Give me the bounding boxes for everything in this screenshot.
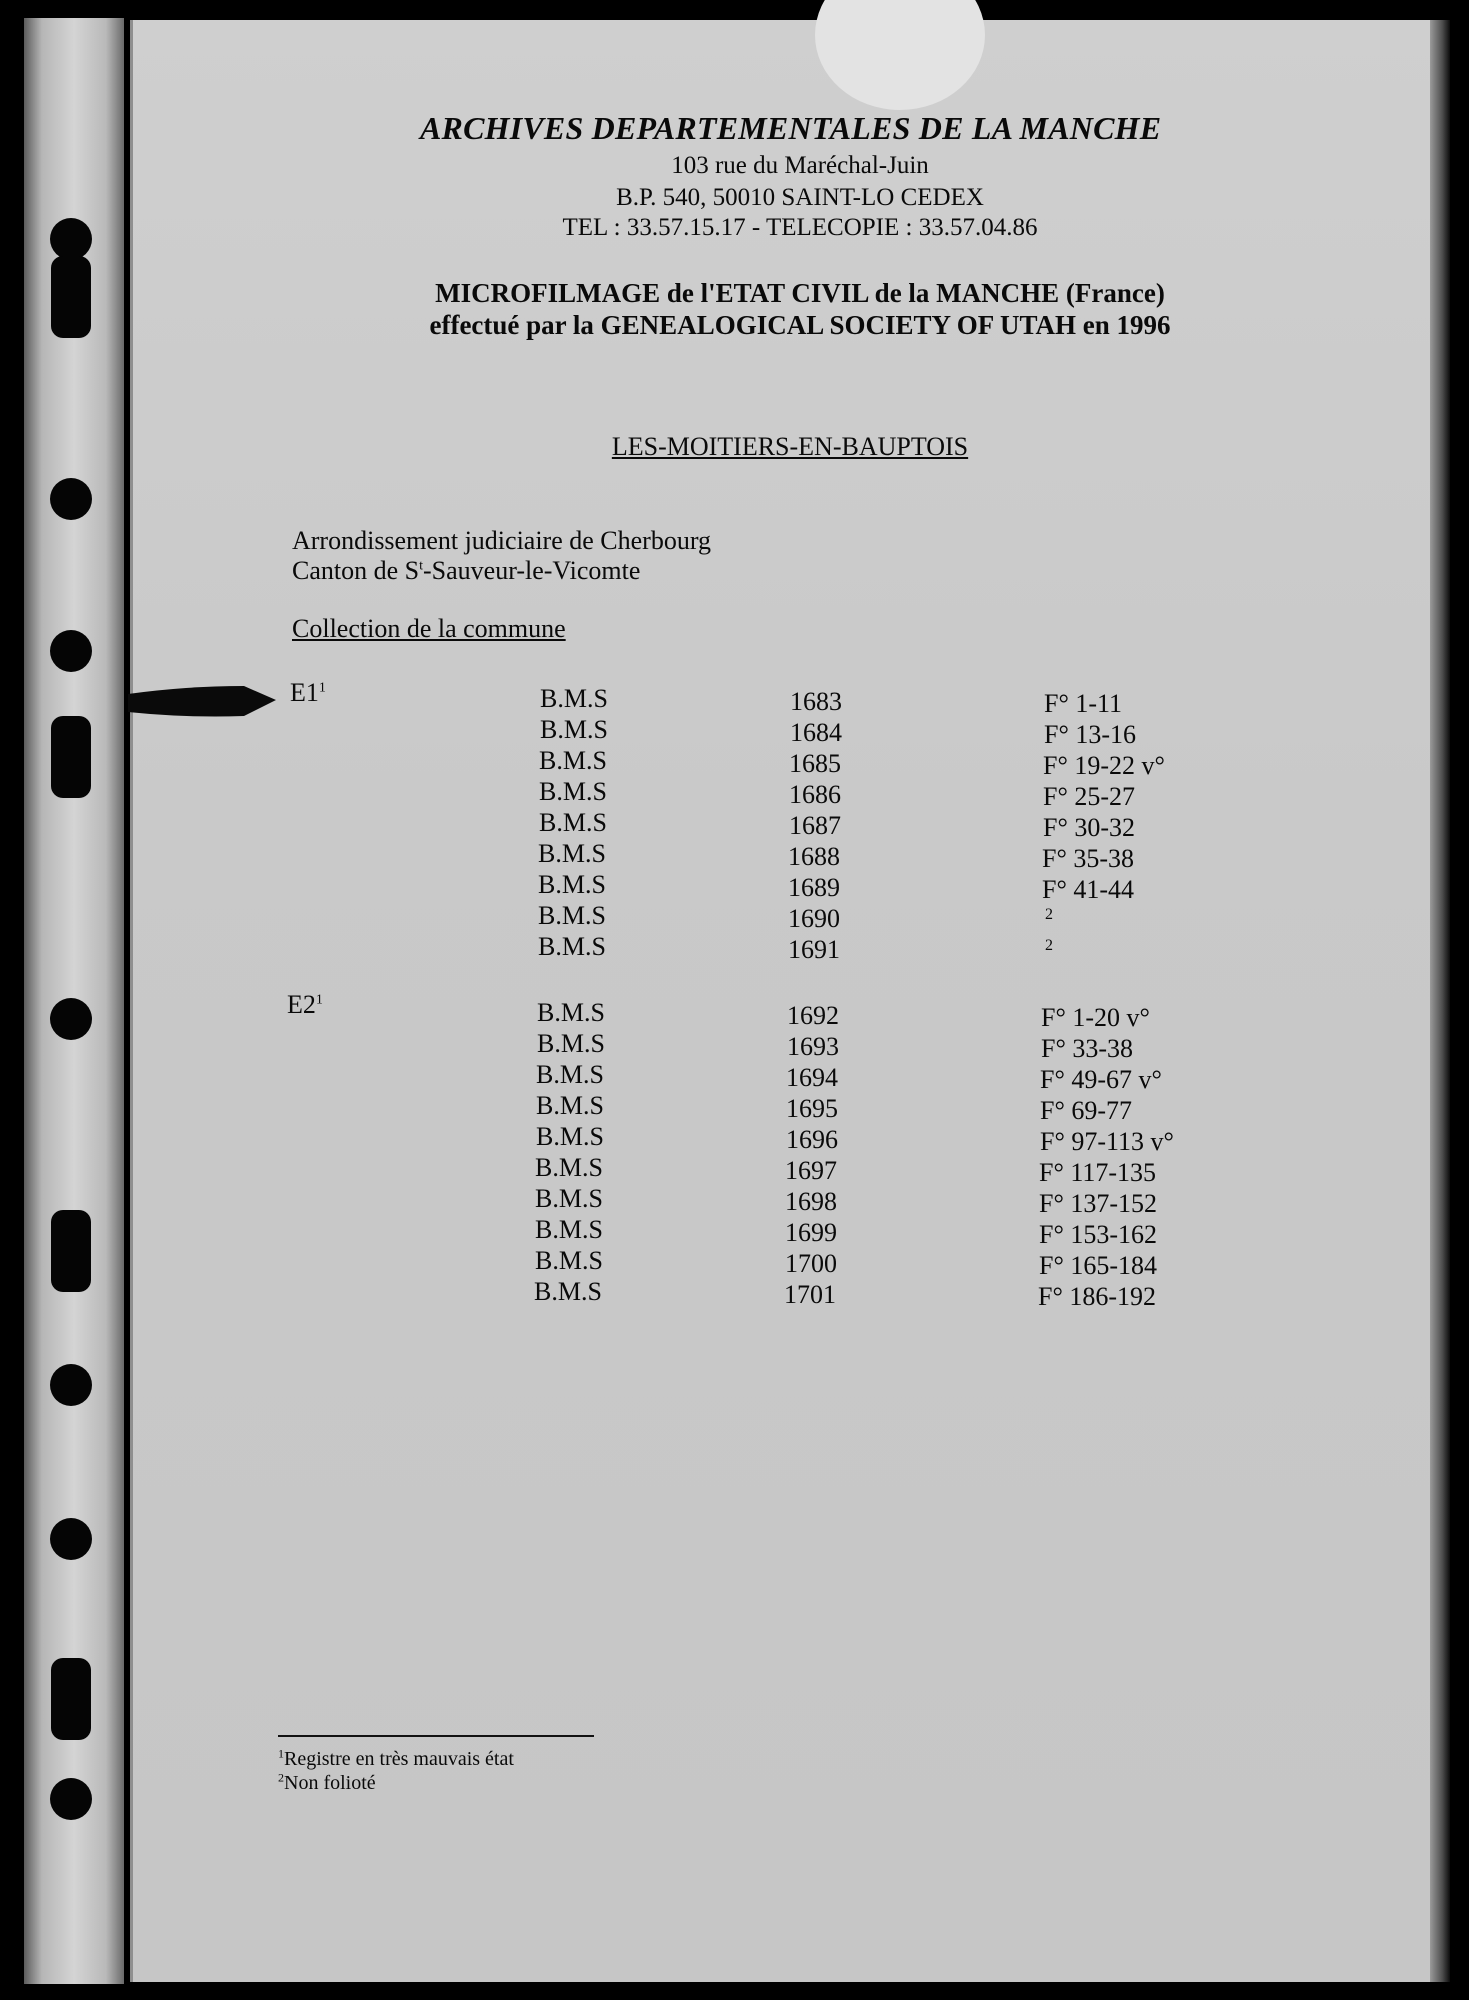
register-type: B.M.S: [540, 684, 608, 713]
register-folio: F° 13-16: [1044, 720, 1137, 749]
register-year: 1684: [790, 718, 842, 747]
punch-hole: [50, 1518, 92, 1560]
register-folio: F° 19-22 v°: [1043, 751, 1165, 780]
table-row: [0, 715, 1469, 749]
canton-line: Canton de $S^t-Sauveur-le$-Vicomte: [292, 556, 641, 585]
register-year: 1687: [789, 811, 841, 840]
register-year: 1689: [788, 873, 840, 902]
register-folio: F° 30-32: [1043, 813, 1136, 842]
register-year: 1699: [785, 1218, 837, 1247]
register-folio: 2: [1045, 906, 1053, 923]
register-folio: F° 35-38: [1042, 844, 1135, 873]
register-year: 1700: [785, 1249, 837, 1278]
register-label: $E2^1$: [287, 990, 323, 1019]
table-row: [0, 901, 1469, 932]
register-type: B.M.S: [536, 1091, 604, 1120]
address-phone: TEL : 33.57.15.17 - TELECOPIE : 33.57.04.86: [562, 214, 1038, 241]
punch-hole: [50, 1778, 92, 1820]
register-year: 1691: [788, 935, 840, 964]
register-type: B.M.S: [538, 870, 606, 899]
table-row: [0, 1184, 1469, 1218]
register-type: B.M.S: [539, 746, 607, 775]
register-folio: F° 137-152: [1039, 1189, 1158, 1218]
register-year: 1696: [786, 1125, 838, 1154]
register-year: 1692: [787, 1001, 839, 1030]
register-type: B.M.S: [539, 777, 607, 806]
register-folio: F° 165-184: [1039, 1251, 1158, 1280]
register-type: B.M.S: [535, 1246, 603, 1275]
register-folio: F° 25-27: [1043, 782, 1136, 811]
register-year: 1697: [785, 1156, 837, 1185]
table-row: [0, 1091, 1469, 1125]
table-row: [0, 1246, 1469, 1280]
address-street: 103 rue du Maréchal-Juin: [671, 152, 929, 179]
register-folio: F° 186-192: [1038, 1282, 1157, 1311]
register-folio: 2: [1045, 937, 1053, 954]
table-row: [0, 998, 1469, 1032]
punch-slot: [51, 1658, 91, 1740]
punch-hole: [50, 478, 92, 520]
table-row: [0, 1215, 1469, 1249]
collection-heading: Collection de la commune: [292, 614, 566, 643]
footnote-1: $^1$Registre en très mauvais état: [278, 1746, 514, 1770]
register-type: B.M.S: [535, 1184, 603, 1213]
register-year: 1698: [785, 1187, 837, 1216]
register-folio: F° 49-67 v°: [1040, 1065, 1162, 1094]
punch-hole: [50, 1364, 92, 1406]
footnote-2: $^2$Non folioté: [278, 1770, 376, 1794]
table-row: [0, 746, 1469, 780]
table-row: [0, 1060, 1469, 1094]
register-year: 1694: [786, 1063, 838, 1092]
register-label: $E1^1$: [290, 678, 326, 707]
register-type: B.M.S: [538, 901, 606, 930]
table-row: [0, 932, 1469, 963]
punch-slot: [51, 256, 91, 338]
register-type: B.M.S: [537, 1029, 605, 1058]
register-folio: F° 69-77: [1040, 1096, 1133, 1125]
table-row: [0, 1153, 1469, 1187]
register-folio: F° 153-162: [1039, 1220, 1158, 1249]
register-type: B.M.S: [540, 715, 608, 744]
register-folio: F° 1-20 v°: [1041, 1003, 1150, 1032]
register-type: B.M.S: [538, 932, 606, 961]
register-folio: F° 117-135: [1039, 1158, 1157, 1187]
register-folio: F° 97-113 v°: [1040, 1127, 1174, 1156]
table-row: [0, 1029, 1469, 1063]
register-year: 1688: [788, 842, 840, 871]
register-type: B.M.S: [534, 1277, 602, 1306]
address-postal: B.P. 540, 50010 SAINT-LO CEDEX: [616, 184, 984, 211]
archives-title: ARCHIVES DEPARTEMENTALES DE LA MANCHE: [420, 110, 1162, 146]
register-type: B.M.S: [535, 1153, 603, 1182]
project-line-2: effectué par la GENEALOGICAL SOCIETY OF UTAH en 1996: [429, 310, 1171, 340]
arrondissement-line: Arrondissement judiciaire de Cherbourg: [292, 526, 712, 555]
register-folio: F° 41-44: [1042, 875, 1135, 904]
register-year: 1686: [789, 780, 841, 809]
sheet-notch: [815, 0, 985, 110]
table-row: [0, 808, 1469, 842]
register-year: 1690: [788, 904, 840, 933]
commune-title: LES-MOITIERS-EN-BAUPTOIS: [611, 432, 969, 461]
register-type: B.M.S: [538, 839, 606, 868]
table-row: [0, 684, 1469, 718]
register-folio: F° 1-11: [1044, 689, 1123, 718]
register-folio: F° 33-38: [1041, 1034, 1134, 1063]
register-year: 1695: [786, 1094, 838, 1123]
register-type: B.M.S: [536, 1122, 604, 1151]
punch-hole: [50, 218, 92, 260]
register-type: B.M.S: [535, 1215, 603, 1244]
table-row: [0, 1277, 1469, 1311]
register-type: B.M.S: [536, 1060, 604, 1089]
project-line-1: MICROFILMAGE de l'ETAT CIVIL de la MANCHE (France): [435, 278, 1165, 308]
register-year: 1683: [790, 687, 842, 716]
table-row: [0, 870, 1469, 904]
register-type: B.M.S: [539, 808, 607, 837]
register-type: B.M.S: [537, 998, 605, 1027]
table-row: [0, 777, 1469, 811]
register-year: 1685: [789, 749, 841, 778]
register-year: 1701: [784, 1280, 836, 1309]
table-row: [0, 1122, 1469, 1156]
table-row: [0, 839, 1469, 873]
punch-hole: [50, 630, 92, 672]
footnote-rule: [278, 1735, 594, 1737]
register-year: 1693: [787, 1032, 839, 1061]
